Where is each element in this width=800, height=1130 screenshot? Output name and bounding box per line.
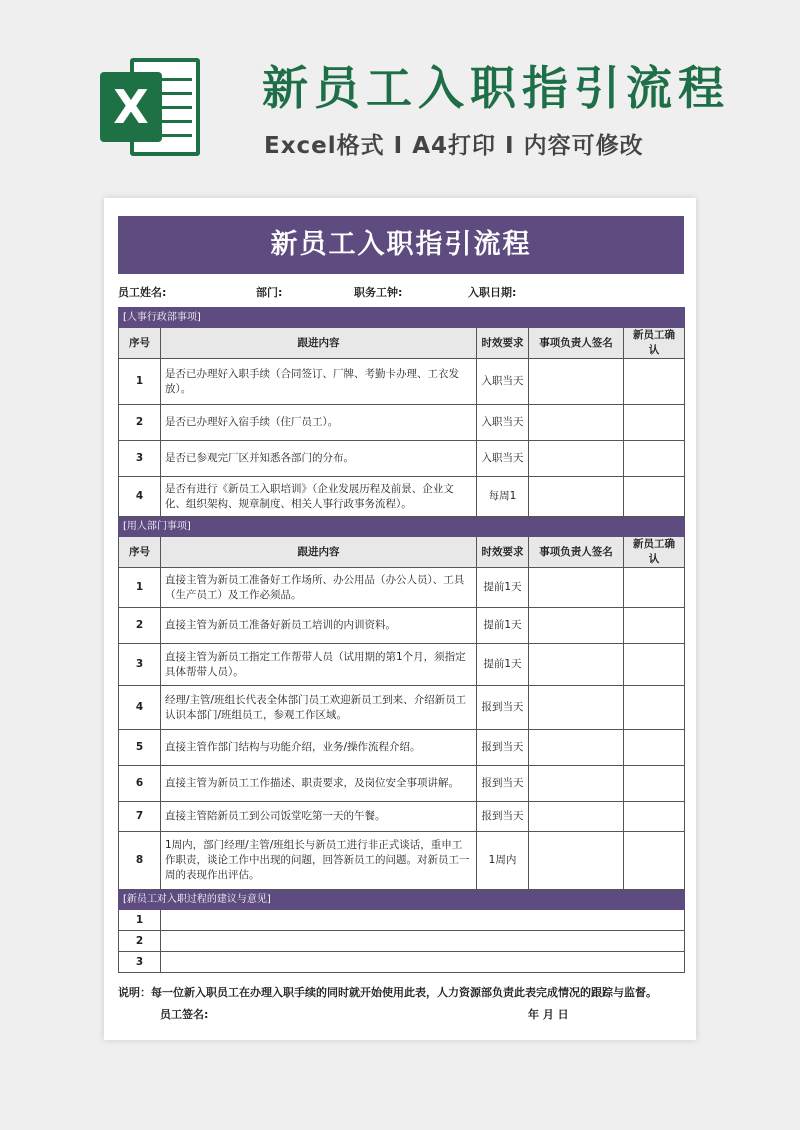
header-content: 跟进内容 xyxy=(161,328,477,359)
row-no: 1 xyxy=(119,910,161,931)
row-deadline: 提前1天 xyxy=(477,608,529,644)
employee-confirm-cell[interactable] xyxy=(624,802,685,832)
responsible-sign-cell[interactable] xyxy=(529,832,624,890)
feedback-row xyxy=(119,952,685,973)
table-row xyxy=(119,359,685,405)
header-confirm: 新员工确认 xyxy=(624,537,685,568)
responsible-sign-cell[interactable] xyxy=(529,644,624,686)
employee-confirm-cell[interactable] xyxy=(624,608,685,644)
table-row xyxy=(119,441,685,477)
responsible-sign-cell[interactable] xyxy=(529,686,624,730)
row-no: 6 xyxy=(119,766,161,802)
employee-confirm-cell[interactable] xyxy=(624,686,685,730)
row-no: 3 xyxy=(119,644,161,686)
row-no: 2 xyxy=(119,931,161,952)
table-row xyxy=(119,802,685,832)
section-header-feedback xyxy=(119,890,685,910)
header-no: 序号 xyxy=(119,537,161,568)
row-deadline: 报到当天 xyxy=(477,730,529,766)
employee-confirm-cell[interactable] xyxy=(624,730,685,766)
sign-date: 年 月 日 xyxy=(528,1008,569,1021)
feedback-cell[interactable] xyxy=(161,931,685,952)
table-row xyxy=(119,568,685,608)
responsible-sign-cell[interactable] xyxy=(529,477,624,517)
employee-sign-label: 员工签名: xyxy=(160,1008,209,1021)
row-no: 7 xyxy=(119,802,161,832)
row-content: 直接主管为新员工指定工作帮带人员（试用期的第1个月，须指定具体帮带人员）。 xyxy=(161,644,477,686)
responsible-sign-cell[interactable] xyxy=(529,766,624,802)
header-responsible: 事项负责人签名 xyxy=(529,537,624,568)
section-header-dept xyxy=(119,517,685,537)
responsible-sign-cell[interactable] xyxy=(529,730,624,766)
header-deadline: 时效要求 xyxy=(477,328,529,359)
employee-confirm-cell[interactable] xyxy=(624,766,685,802)
form-note: 说明：每一位新入职员工在办理入职手续的同时就开始使用此表，人力资源部负责此表完成情况的跟踪与监督。 xyxy=(118,986,657,999)
table-header-row xyxy=(119,328,685,359)
header-confirm: 新员工确认 xyxy=(624,328,685,359)
table-row xyxy=(119,766,685,802)
row-content: 是否有进行《新员工入职培训》（企业发展历程及前景、企业文化、组织架构、规章制度、相关人事行政事务流程）。 xyxy=(161,477,477,517)
employee-confirm-cell[interactable] xyxy=(624,441,685,477)
row-content: 直接主管为新员工准备好新员工培训的内训资料。 xyxy=(161,608,477,644)
header-deadline: 时效要求 xyxy=(477,537,529,568)
responsible-sign-cell[interactable] xyxy=(529,405,624,441)
row-deadline: 入职当天 xyxy=(477,359,529,405)
table-row xyxy=(119,405,685,441)
responsible-sign-cell[interactable] xyxy=(529,802,624,832)
row-deadline: 1周内 xyxy=(477,832,529,890)
feedback-row xyxy=(119,931,685,952)
employee-name-label: 员工姓名: xyxy=(118,286,167,299)
row-deadline: 提前1天 xyxy=(477,644,529,686)
responsible-sign-cell[interactable] xyxy=(529,568,624,608)
employee-confirm-cell[interactable] xyxy=(624,477,685,517)
banner-subtitle: Excel格式 I A4打印 I 内容可修改 xyxy=(264,133,644,159)
employee-confirm-cell[interactable] xyxy=(624,568,685,608)
row-content: 直接主管作部门结构与功能介绍，业务/操作流程介绍。 xyxy=(161,730,477,766)
table-header-row xyxy=(119,537,685,568)
row-no: 8 xyxy=(119,832,161,890)
row-deadline: 入职当天 xyxy=(477,405,529,441)
banner xyxy=(0,0,800,190)
excel-x-letter: X xyxy=(100,72,162,142)
row-no: 4 xyxy=(119,477,161,517)
row-content: 是否已办理好入职手续（合同签订、厂牌、考勤卡办理、工衣发放）。 xyxy=(161,359,477,405)
feedback-row xyxy=(119,910,685,931)
row-content: 直接主管陪新员工到公司饭堂吃第一天的午餐。 xyxy=(161,802,477,832)
section-header-hr xyxy=(119,308,685,328)
header-responsible: 事项负责人签名 xyxy=(529,328,624,359)
row-no: 3 xyxy=(119,952,161,973)
row-deadline: 报到当天 xyxy=(477,686,529,730)
employee-confirm-cell[interactable] xyxy=(624,644,685,686)
row-no: 1 xyxy=(119,568,161,608)
onboarding-table xyxy=(118,307,685,973)
row-deadline: 每周1 xyxy=(477,477,529,517)
row-deadline: 入职当天 xyxy=(477,441,529,477)
feedback-cell[interactable] xyxy=(161,952,685,973)
row-deadline: 报到当天 xyxy=(477,802,529,832)
row-no: 1 xyxy=(119,359,161,405)
header-no: 序号 xyxy=(119,328,161,359)
section-title: [人事行政部事项] xyxy=(119,308,685,328)
row-no: 4 xyxy=(119,686,161,730)
info-row xyxy=(118,284,684,304)
section-title: [新员工对入职过程的建议与意见] xyxy=(119,890,685,910)
row-content: 是否已参观完厂区并知悉各部门的分布。 xyxy=(161,441,477,477)
form-title: 新员工入职指引流程 xyxy=(118,216,684,274)
banner-title: 新员工入职指引流程 xyxy=(262,61,730,115)
table-row xyxy=(119,730,685,766)
responsible-sign-cell[interactable] xyxy=(529,608,624,644)
row-content: 1周内，部门经理/主管/班组长与新员工进行非正式谈话，重申工作职责，谈论工作中出现的问题，回答新员工的问题。对新员工一周的表现作出评估。 xyxy=(161,832,477,890)
responsible-sign-cell[interactable] xyxy=(529,441,624,477)
employee-confirm-cell[interactable] xyxy=(624,832,685,890)
section-title: [用人部门事项] xyxy=(119,517,685,537)
employee-confirm-cell[interactable] xyxy=(624,359,685,405)
responsible-sign-cell[interactable] xyxy=(529,359,624,405)
table-row xyxy=(119,644,685,686)
table-row xyxy=(119,832,685,890)
row-no: 5 xyxy=(119,730,161,766)
department-label: 部门: xyxy=(256,286,283,299)
row-deadline: 报到当天 xyxy=(477,766,529,802)
row-deadline: 提前1天 xyxy=(477,568,529,608)
table-row xyxy=(119,477,685,517)
row-content: 是否已办理好入宿手续（住厂员工）。 xyxy=(161,405,477,441)
row-content: 经理/主管/班组长代表全体部门员工欢迎新员工到来、介绍新员工认识本部门/班组员工，参观工作区域。 xyxy=(161,686,477,730)
hire-date-label: 入职日期: xyxy=(468,286,517,299)
form-paper xyxy=(104,198,696,1040)
feedback-cell[interactable] xyxy=(161,910,685,931)
header-content: 跟进内容 xyxy=(161,537,477,568)
table-row xyxy=(119,686,685,730)
employee-confirm-cell[interactable] xyxy=(624,405,685,441)
position-label: 职务工钟: xyxy=(354,286,403,299)
excel-logo-icon xyxy=(100,58,200,156)
row-no: 3 xyxy=(119,441,161,477)
row-content: 直接主管为新员工准备好工作场所、办公用品（办公人员）、工具（生产员工）及工作必须品。 xyxy=(161,568,477,608)
table-row xyxy=(119,608,685,644)
row-no: 2 xyxy=(119,608,161,644)
row-no: 2 xyxy=(119,405,161,441)
row-content: 直接主管为新员工工作描述、职责要求，及岗位安全事项讲解。 xyxy=(161,766,477,802)
